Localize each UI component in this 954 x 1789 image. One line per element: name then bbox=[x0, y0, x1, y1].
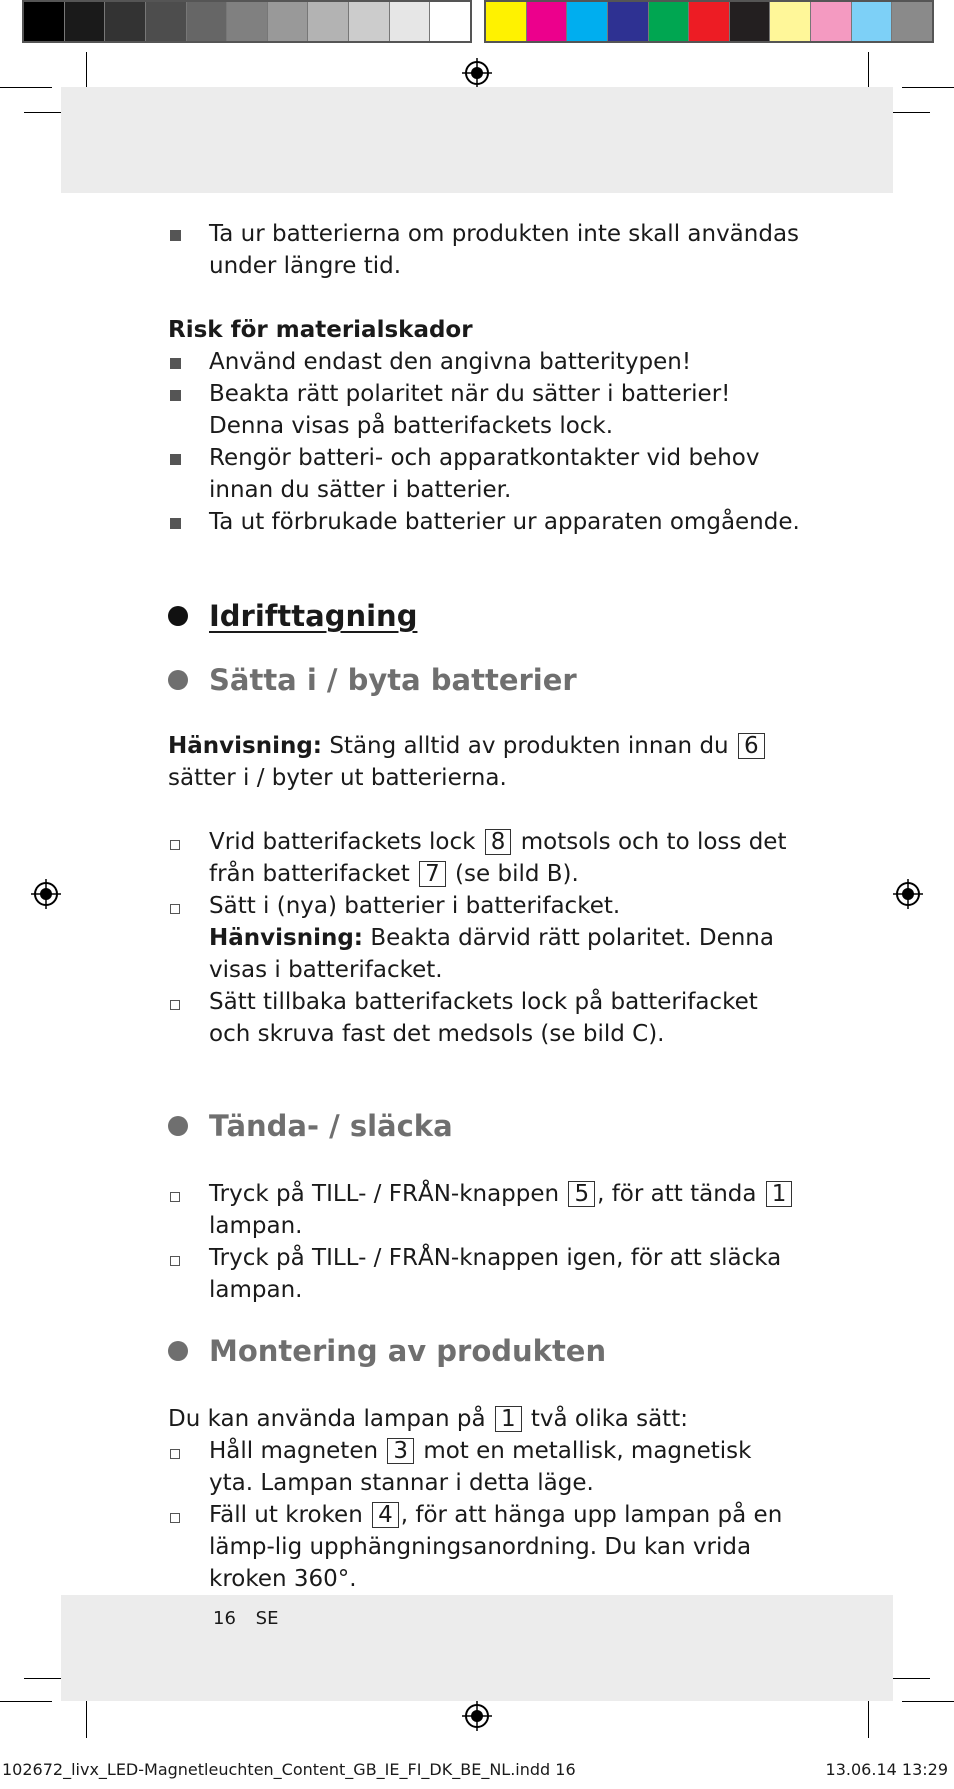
body-text: Du kan använda lampan på bbox=[168, 1406, 486, 1432]
checkbox-bullet-icon bbox=[170, 1513, 180, 1523]
checkbox-bullet-icon bbox=[170, 1449, 180, 1459]
heading-text: Idrifttagning bbox=[209, 599, 418, 633]
section-subheading: Risk för materialskador bbox=[168, 317, 473, 343]
section-heading bbox=[168, 660, 800, 700]
batteries-note bbox=[168, 730, 800, 794]
note-text: sätter i / byter ut batterierna. bbox=[168, 765, 507, 791]
step-text: Vrid batterifackets lock bbox=[209, 829, 476, 855]
list-item bbox=[168, 346, 800, 378]
section-heading bbox=[168, 596, 800, 636]
swatch bbox=[429, 2, 470, 41]
step-text: lampan. bbox=[209, 1213, 303, 1239]
swatch bbox=[186, 2, 227, 41]
registration-mark-icon bbox=[31, 879, 61, 909]
step-text: Sätt i (nya) batterier i batterifacket. bbox=[209, 893, 621, 919]
checkbox-bullet-icon bbox=[170, 1256, 180, 1266]
list-item bbox=[168, 442, 800, 506]
checkbox-bullet-icon bbox=[170, 1192, 180, 1202]
swatch bbox=[891, 2, 932, 41]
list-item-text: Ta ur batterierna om produkten inte skall användas under längre tid. bbox=[209, 221, 800, 279]
list-item-text: Beakta rätt polaritet när du sätter i batterier! Denna visas på batterifackets lock. bbox=[209, 381, 731, 439]
part-reference: 5 bbox=[568, 1181, 595, 1207]
step-text: motsols och to loss det från batterifacket bbox=[209, 829, 787, 887]
registration-mark-icon bbox=[462, 1701, 492, 1731]
batteries-section bbox=[168, 660, 800, 700]
list-item bbox=[168, 1499, 800, 1595]
heading-bullet-icon bbox=[168, 670, 188, 690]
section-heading bbox=[168, 1106, 800, 1146]
list-item bbox=[168, 826, 800, 890]
swatch bbox=[851, 2, 892, 41]
note-label: Hänvisning: bbox=[168, 733, 323, 759]
part-reference: 3 bbox=[387, 1438, 414, 1464]
heading-text: Montering av produkten bbox=[209, 1334, 607, 1368]
process-color-bar bbox=[484, 0, 934, 43]
part-reference: 1 bbox=[766, 1181, 793, 1207]
header-band bbox=[61, 87, 893, 193]
part-reference: 1 bbox=[495, 1406, 522, 1432]
part-reference: 4 bbox=[372, 1502, 399, 1528]
list-item bbox=[168, 1242, 800, 1306]
list-item bbox=[168, 986, 800, 1050]
swatch bbox=[145, 2, 186, 41]
heading-text: Tända- / släcka bbox=[209, 1109, 453, 1143]
language-code: SE bbox=[255, 1608, 279, 1629]
heading-bullet-icon bbox=[168, 1341, 188, 1361]
swatch bbox=[526, 2, 567, 41]
heading-bullet-icon bbox=[168, 606, 188, 626]
swatch bbox=[648, 2, 689, 41]
grayscale-color-bar bbox=[22, 0, 472, 43]
list-item bbox=[168, 1178, 800, 1242]
part-reference: 6 bbox=[738, 733, 765, 759]
step-text: , för att tända bbox=[597, 1181, 757, 1207]
swatch bbox=[688, 2, 729, 41]
list-item bbox=[168, 890, 800, 986]
page-number: 16 bbox=[213, 1608, 236, 1629]
swatch bbox=[226, 2, 267, 41]
mount-body bbox=[168, 1403, 800, 1595]
crop-mark bbox=[0, 87, 52, 88]
body-text: två olika sätt: bbox=[530, 1406, 688, 1432]
step-text: Fäll ut kroken bbox=[209, 1502, 363, 1528]
list-item-text: Använd endast den angivna batteritypen! bbox=[209, 349, 692, 375]
part-reference: 7 bbox=[419, 861, 446, 887]
step-text: mot en metallisk, magnetisk yta. Lampan stannar i detta läge. bbox=[209, 1438, 752, 1496]
list-item-text: Ta ut förbrukade batterier ur apparaten omgående. bbox=[209, 509, 800, 535]
crop-mark bbox=[902, 1701, 954, 1702]
page-footer bbox=[213, 1608, 278, 1629]
list-item bbox=[168, 1435, 800, 1499]
note-text: Stäng alltid av produkten innan du bbox=[329, 733, 729, 759]
step-text: Håll magneten bbox=[209, 1438, 379, 1464]
list-item bbox=[168, 506, 800, 538]
slug-filename: 102672_livx_LED-Magnetleuchten_Content_GB_IE_FI_DK_BE_NL.indd 16 bbox=[2, 1760, 576, 1779]
heading-idrifttagning bbox=[168, 596, 800, 636]
heading-text: Sätta i / byta batterier bbox=[209, 663, 577, 697]
intro-list bbox=[168, 218, 800, 282]
light-section bbox=[168, 1106, 800, 1146]
mount-intro bbox=[168, 1403, 800, 1435]
square-bullet-icon bbox=[170, 358, 181, 369]
part-reference: 8 bbox=[485, 829, 512, 855]
swatch bbox=[389, 2, 430, 41]
crop-mark bbox=[0, 1701, 52, 1702]
crop-mark bbox=[902, 87, 954, 88]
crop-mark bbox=[868, 1696, 869, 1738]
slug-date: 13.06.14 13:29 bbox=[825, 1760, 948, 1779]
checkbox-bullet-icon bbox=[170, 1000, 180, 1010]
swatch bbox=[24, 2, 64, 41]
swatch bbox=[486, 2, 526, 41]
batteries-steps bbox=[168, 826, 800, 1050]
note-label: Hänvisning: bbox=[209, 925, 364, 951]
square-bullet-icon bbox=[170, 230, 181, 241]
heading-bullet-icon bbox=[168, 1116, 188, 1136]
swatch bbox=[307, 2, 348, 41]
material-damage-section bbox=[168, 314, 800, 538]
step-text: (se bild B). bbox=[455, 861, 579, 887]
swatch bbox=[729, 2, 770, 41]
checkbox-bullet-icon bbox=[170, 904, 180, 914]
swatch bbox=[348, 2, 389, 41]
square-bullet-icon bbox=[170, 390, 181, 401]
crop-mark bbox=[86, 1696, 87, 1738]
swatch bbox=[64, 2, 105, 41]
step-text: Beakta därvid rätt polaritet. Denna visas i batterifacket. bbox=[209, 925, 774, 983]
mount-section bbox=[168, 1331, 800, 1371]
section-heading bbox=[168, 1331, 800, 1371]
square-bullet-icon bbox=[170, 518, 181, 529]
list-item bbox=[168, 218, 800, 282]
checkbox-bullet-icon bbox=[170, 840, 180, 850]
registration-mark-icon bbox=[893, 879, 923, 909]
swatch bbox=[104, 2, 145, 41]
swatch bbox=[607, 2, 648, 41]
swatch bbox=[566, 2, 607, 41]
step-text: Tryck på TILL- / FRÅN-knappen igen, för att släcka lampan. bbox=[209, 1245, 782, 1303]
swatch bbox=[810, 2, 851, 41]
step-text: Sätt tillbaka batterifackets lock på batterifacket och skruva fast det medsols (se bild C). bbox=[209, 989, 758, 1047]
list-item-text: Rengör batteri- och apparatkontakter vid behov innan du sätter i batterier. bbox=[209, 445, 760, 503]
light-steps bbox=[168, 1178, 800, 1306]
square-bullet-icon bbox=[170, 454, 181, 465]
list-item bbox=[168, 378, 800, 442]
swatch bbox=[267, 2, 308, 41]
swatch bbox=[769, 2, 810, 41]
footer-band bbox=[61, 1595, 893, 1701]
step-text: Tryck på TILL- / FRÅN-knappen bbox=[209, 1181, 560, 1207]
step-text: , för att hänga upp lampan på en lämp-lig upphängningsanordning. Du kan vrida kroken 360°. bbox=[209, 1502, 783, 1592]
registration-mark-icon bbox=[462, 58, 492, 88]
